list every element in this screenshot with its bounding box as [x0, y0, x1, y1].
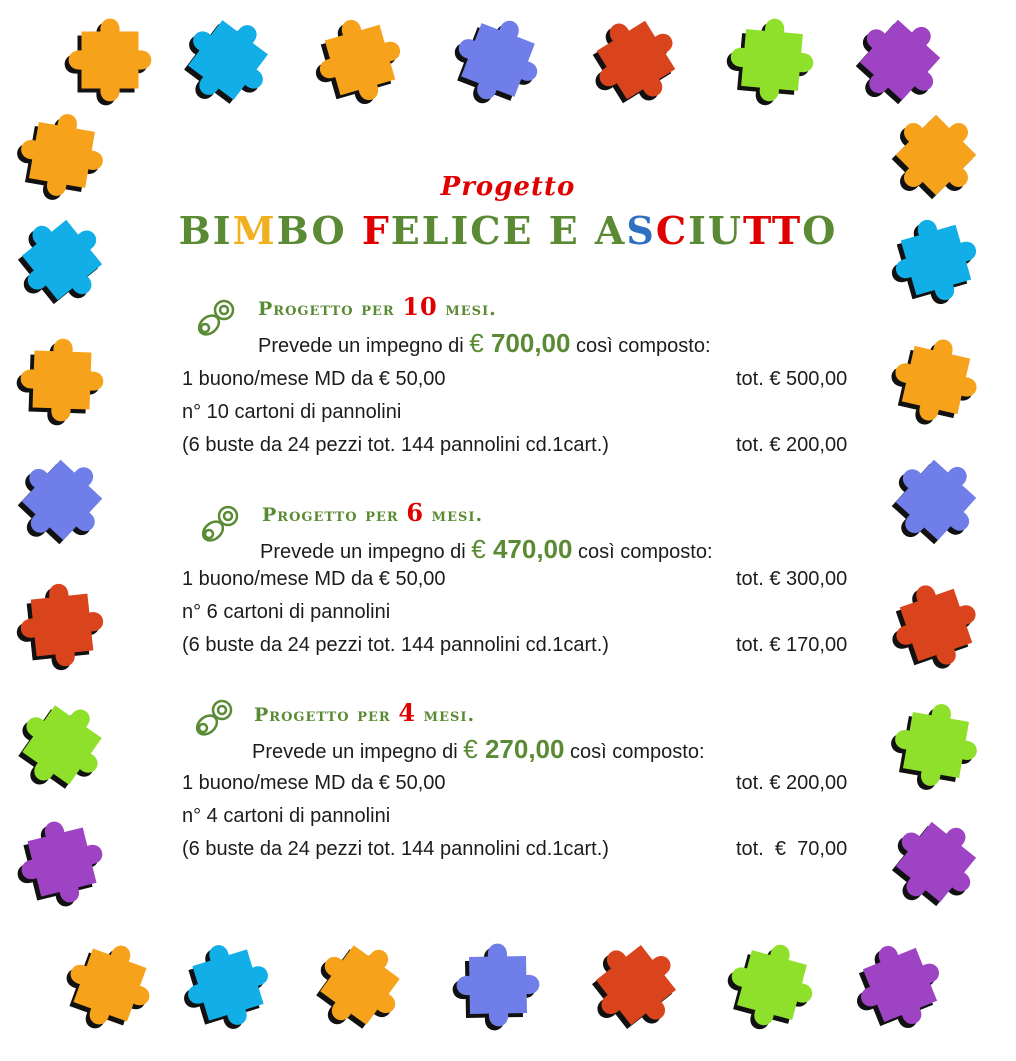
voucher-total: tot. € 500,00 — [736, 368, 848, 390]
title-part: C — [655, 208, 689, 253]
title-part: IU — [688, 208, 743, 253]
section-heading: Progetto per 4 mesi. — [254, 698, 476, 727]
voucher-total: tot. € 300,00 — [736, 568, 848, 590]
title-part: BI — [178, 208, 233, 253]
title-part: TT — [743, 208, 803, 253]
diapers-line: n° 6 cartoni di pannolini — [182, 601, 391, 623]
pacifier-icon — [192, 296, 240, 340]
title-part: ELICE E A — [390, 208, 627, 253]
voucher-line: 1 buono/mese MD da € 50,00 — [182, 368, 446, 390]
diapers-total: tot. € 70,00 — [736, 838, 848, 860]
voucher-total: tot. € 200,00 — [736, 772, 848, 794]
section-heading: Progetto per 6 mesi. — [262, 498, 484, 527]
puzzle-piece — [886, 330, 985, 429]
diapers-line: n° 10 cartoni di pannolini — [182, 401, 402, 423]
impegno-line: Prevede un impegno di € 270,00 così composto: — [252, 734, 705, 764]
diapers-line: n° 4 cartoni di pannolini — [182, 805, 391, 827]
title-part: BO — [276, 208, 362, 253]
diapers-total: tot. € 170,00 — [736, 634, 848, 656]
pacifier-icon — [196, 502, 244, 546]
page-title — [0, 208, 1016, 253]
voucher-line: 1 buono/mese MD da € 50,00 — [182, 568, 446, 590]
puzzle-piece — [12, 812, 112, 912]
puzzle-piece — [888, 697, 984, 793]
impegno-line: Prevede un impegno di € 700,00 così composto: — [258, 328, 711, 358]
page-subtitle: Progetto — [440, 172, 576, 202]
section-heading: Progetto per 10 mesi. — [258, 292, 497, 321]
impegno-line: Prevede un impegno di € 470,00 così composto: — [260, 534, 713, 564]
puzzle-piece — [727, 15, 817, 105]
voucher-line: 1 buono/mese MD da € 50,00 — [182, 772, 446, 794]
puzzle-piece — [17, 580, 108, 671]
pacifier-icon — [190, 696, 238, 740]
title-part: S — [626, 208, 656, 253]
diapers-detail-line: (6 buste da 24 pezzi tot. 144 pannolini cd.1cart.) — [182, 434, 609, 456]
title-part: O — [802, 208, 838, 253]
title-part: F — [361, 208, 391, 253]
diapers-detail-line: (6 buste da 24 pezzi tot. 144 pannolini cd.1cart.) — [182, 634, 609, 656]
diapers-total: tot. € 200,00 — [736, 434, 848, 456]
diapers-detail-line: (6 buste da 24 pezzi tot. 144 pannolini cd.1cart.) — [182, 838, 609, 860]
title-part: M — [232, 208, 277, 253]
